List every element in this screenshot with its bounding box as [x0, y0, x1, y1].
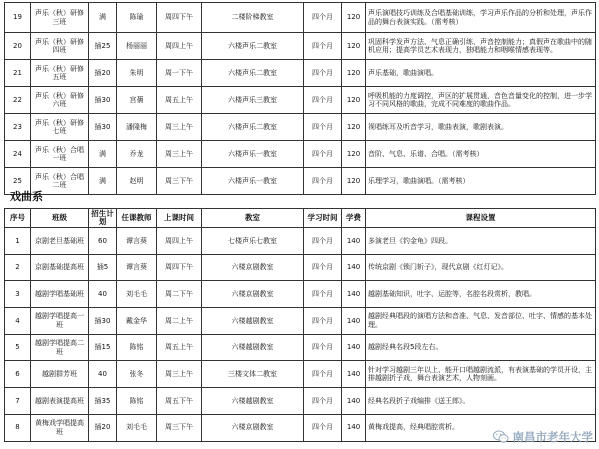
- table-cell: 120: [342, 33, 366, 60]
- table-cell: 越剧表演提高班: [31, 388, 89, 415]
- table-cell: 25: [5, 168, 31, 195]
- table-cell: 四个月: [304, 60, 342, 87]
- table-cell: 陈铭: [117, 334, 157, 361]
- table-cell: 四个月: [304, 168, 342, 195]
- table-cell: 120: [342, 3, 366, 33]
- table-row: [5, 114, 596, 141]
- table-cell: 周四上午: [157, 228, 202, 255]
- course-table-opera: [4, 208, 596, 442]
- table-cell: 六楼声乐三教室: [202, 87, 304, 114]
- table-cell: 谭言葵: [117, 228, 157, 255]
- table-row: [5, 3, 596, 33]
- table-cell: 140: [342, 334, 366, 361]
- table-cell: 四个月: [304, 3, 342, 33]
- table-cell: 140: [342, 388, 366, 415]
- table-cell: 21: [5, 60, 31, 87]
- table-row: [5, 60, 596, 87]
- table-cell: 六楼越剧教室: [202, 334, 304, 361]
- table-cell: 京剧基础提高班: [31, 254, 89, 281]
- table-cell: 周五上午: [157, 334, 202, 361]
- table-cell: 插30: [89, 114, 117, 141]
- table-cell: 朱明: [117, 60, 157, 87]
- column-header: 学费: [342, 209, 366, 228]
- table-cell: 插30: [89, 87, 117, 114]
- table-row: [5, 141, 596, 168]
- table-cell: 140: [342, 308, 366, 335]
- table-cell: 四个月: [304, 254, 342, 281]
- table-cell: 四个月: [304, 228, 342, 255]
- table-cell: 120: [342, 87, 366, 114]
- table-cell: 6: [5, 361, 31, 388]
- table-cell: 周二下午: [157, 281, 202, 308]
- table-cell: 140: [342, 228, 366, 255]
- column-header: 课程设置: [366, 209, 596, 228]
- wechat-icon: [493, 430, 509, 444]
- table-cell: 六楼声乐二教室: [202, 33, 304, 60]
- table-cell: 插35: [89, 388, 117, 415]
- table-cell: 声乐（秋）研修四班: [31, 33, 89, 60]
- table-row: [5, 168, 596, 195]
- table-cell: 插20: [89, 414, 117, 441]
- table-cell: 京剧老旦基础班: [31, 228, 89, 255]
- table-cell: 乔龙: [117, 141, 157, 168]
- table-cell: 周三下午: [157, 168, 202, 195]
- table-cell: 二楼阶梯教室: [202, 3, 304, 33]
- table-cell: 120: [342, 168, 366, 195]
- column-header: 学习时间: [304, 209, 342, 228]
- table-row: [5, 361, 596, 388]
- table-cell: 声乐（秋）合唱一班: [31, 141, 89, 168]
- table-cell: 1: [5, 228, 31, 255]
- table-cell: 越剧经典名段5段左右。: [366, 334, 596, 361]
- table-header-row: [5, 209, 596, 228]
- table-cell: 巩固科学发声方法、气息正确引练、声音控制能力；真假声在歌曲中的随机应用；提高学员艺术表现力，独唱能力和咽喉情感表现等。: [366, 33, 596, 60]
- table-cell: 8: [5, 414, 31, 441]
- watermark: [493, 429, 594, 445]
- table-cell: 声乐（秋）合唱二班: [31, 168, 89, 195]
- table-cell: 周四下午: [157, 254, 202, 281]
- table-row: [5, 334, 596, 361]
- table-cell: 四个月: [304, 361, 342, 388]
- table-cell: 声乐演唱技巧训练及合唱基础训练，学习声乐作品的分析和处理，声乐作品的舞台表演实践。（需考核）: [366, 3, 596, 33]
- table-cell: 刘毛毛: [117, 414, 157, 441]
- table-cell: 乐理学习，歌曲演唱。（需考核）: [366, 168, 596, 195]
- table-cell: 四个月: [304, 308, 342, 335]
- table-cell: 呼吸机能的力度调控，声区的扩展贯通，音色音量变化的控制，进一步学习不同风格的歌曲，完成不同难度的歌曲作品。: [366, 87, 596, 114]
- table-row: [5, 254, 596, 281]
- table-row: [5, 308, 596, 335]
- table-cell: 六楼京剧教室: [202, 254, 304, 281]
- table-cell: 4: [5, 308, 31, 335]
- table-cell: 周三上午: [157, 114, 202, 141]
- table-cell: 周二上午: [157, 308, 202, 335]
- table-cell: 插25: [89, 33, 117, 60]
- table-cell: 宫蒨: [117, 87, 157, 114]
- table-cell: 六楼声乐二教室: [202, 60, 304, 87]
- column-header: 招生计划: [89, 209, 117, 228]
- table-cell: 黄梅戏学唱提高班: [31, 414, 89, 441]
- table-cell: 周一下午: [157, 60, 202, 87]
- table-cell: 周五下午: [157, 388, 202, 415]
- table-cell: 周四上午: [157, 33, 202, 60]
- column-header: 上课时间: [157, 209, 202, 228]
- table-cell: 音阶、气息、乐谱、合唱。（需考核）: [366, 141, 596, 168]
- table-row: [5, 388, 596, 415]
- table-cell: 刘毛毛: [117, 281, 157, 308]
- table-cell: 三楼文体二教室: [202, 361, 304, 388]
- table-cell: 声乐（秋）研修六班: [31, 87, 89, 114]
- table-cell: 声乐（秋）研修七班: [31, 114, 89, 141]
- table-cell: 20: [5, 33, 31, 60]
- table-cell: 潘隆梅: [117, 114, 157, 141]
- table-cell: 22: [5, 87, 31, 114]
- table-cell: 插30: [89, 308, 117, 335]
- table-cell: 四个月: [304, 414, 342, 441]
- table-cell: 七楼声乐七教室: [202, 228, 304, 255]
- table-cell: 经典名段折子戏编排《送王郎》。: [366, 388, 596, 415]
- watermark-text: 南昌市老年大学: [512, 430, 593, 444]
- table-row: [5, 281, 596, 308]
- table-cell: 多演老旦《钓金龟》四段。: [366, 228, 596, 255]
- table-cell: 周四下午: [157, 3, 202, 33]
- table-cell: 六楼京剧教室: [202, 281, 304, 308]
- table-row: [5, 87, 596, 114]
- table-row: [5, 33, 596, 60]
- table-cell: 140: [342, 414, 366, 441]
- table-cell: 黄梅戏提高，经典唱腔赏析。: [366, 414, 596, 441]
- table-cell: 谭言葵: [117, 254, 157, 281]
- table-cell: 陈瑜: [117, 3, 157, 33]
- table-cell: 六楼越剧教室: [202, 308, 304, 335]
- table-cell: 声乐基础，歌曲演唱。: [366, 60, 596, 87]
- table-cell: 120: [342, 114, 366, 141]
- table-cell: 四个月: [304, 281, 342, 308]
- table-cell: 插20: [89, 60, 117, 87]
- table-cell: 23: [5, 114, 31, 141]
- table-cell: 周三下午: [157, 414, 202, 441]
- table-cell: 满: [89, 141, 117, 168]
- table-cell: 越剧学唱提高一班: [31, 308, 89, 335]
- table-cell: 戴金华: [117, 308, 157, 335]
- section-title: 戏曲系: [10, 190, 43, 203]
- column-header: 任课教师: [117, 209, 157, 228]
- table-cell: 5: [5, 334, 31, 361]
- table-cell: 六楼声乐一教室: [202, 168, 304, 195]
- table-cell: 7: [5, 388, 31, 415]
- table-cell: 周三上午: [157, 141, 202, 168]
- table-cell: 声乐（秋）研修五班: [31, 60, 89, 87]
- table-cell: 六楼京剧教室: [202, 414, 304, 441]
- table-cell: 越剧学唱提高二班: [31, 334, 89, 361]
- table-cell: 越剧群芳班: [31, 361, 89, 388]
- table-cell: 四个月: [304, 141, 342, 168]
- table-cell: 赵明: [117, 168, 157, 195]
- table-cell: 陈铭: [117, 388, 157, 415]
- table-cell: 插15: [89, 334, 117, 361]
- table-cell: 杨丽丽: [117, 33, 157, 60]
- table-cell: 针对学习越剧三年以上、能开口唱越剧流派，有表演基础的学员开设，主排越剧折子戏，舞台表演艺术，人物刻画。: [366, 361, 596, 388]
- table-cell: 越剧学唱基础班: [31, 281, 89, 308]
- table-cell: 40: [89, 361, 117, 388]
- table-cell: 四个月: [304, 114, 342, 141]
- table-cell: 四个月: [304, 87, 342, 114]
- table-cell: 插5: [89, 254, 117, 281]
- table-cell: 四个月: [304, 334, 342, 361]
- table-cell: 越剧基础知识，吐字、运腔等，名腔名段赏析，教唱。: [366, 281, 596, 308]
- table-cell: 张冬: [117, 361, 157, 388]
- table-cell: 140: [342, 361, 366, 388]
- table-cell: 40: [89, 281, 117, 308]
- table-cell: 19: [5, 3, 31, 33]
- table-cell: 120: [342, 141, 366, 168]
- table-cell: 周三上午: [157, 361, 202, 388]
- table-cell: 六楼声乐一教室: [202, 141, 304, 168]
- course-table-vocal: [4, 2, 596, 195]
- table-cell: 120: [342, 60, 366, 87]
- column-header: 序号: [5, 209, 31, 228]
- column-header: 教室: [202, 209, 304, 228]
- table-cell: 24: [5, 141, 31, 168]
- table-cell: 2: [5, 254, 31, 281]
- table-cell: 140: [342, 281, 366, 308]
- table-cell: 满: [89, 168, 117, 195]
- table-cell: 四个月: [304, 33, 342, 60]
- table-cell: 传统京剧《锁门斩子》，现代京剧《红灯记》。: [366, 254, 596, 281]
- table-cell: 3: [5, 281, 31, 308]
- table-row: [5, 228, 596, 255]
- table-cell: 六楼越剧教室: [202, 388, 304, 415]
- table-cell: 满: [89, 3, 117, 33]
- table-cell: 越剧经典唱段的演唱方法和音准、气息、发音部位、吐字、情感的基本处理。: [366, 308, 596, 335]
- table-cell: 视唱练耳及听音学习，歌曲表演，歌剧表演。: [366, 114, 596, 141]
- table-cell: 四个月: [304, 388, 342, 415]
- table-cell: 声乐（秋）研修三班: [31, 3, 89, 33]
- table-cell: 140: [342, 254, 366, 281]
- table-cell: 周五上午: [157, 87, 202, 114]
- table-cell: 60: [89, 228, 117, 255]
- table-cell: 六楼声乐二教室: [202, 114, 304, 141]
- column-header: 班级: [31, 209, 89, 228]
